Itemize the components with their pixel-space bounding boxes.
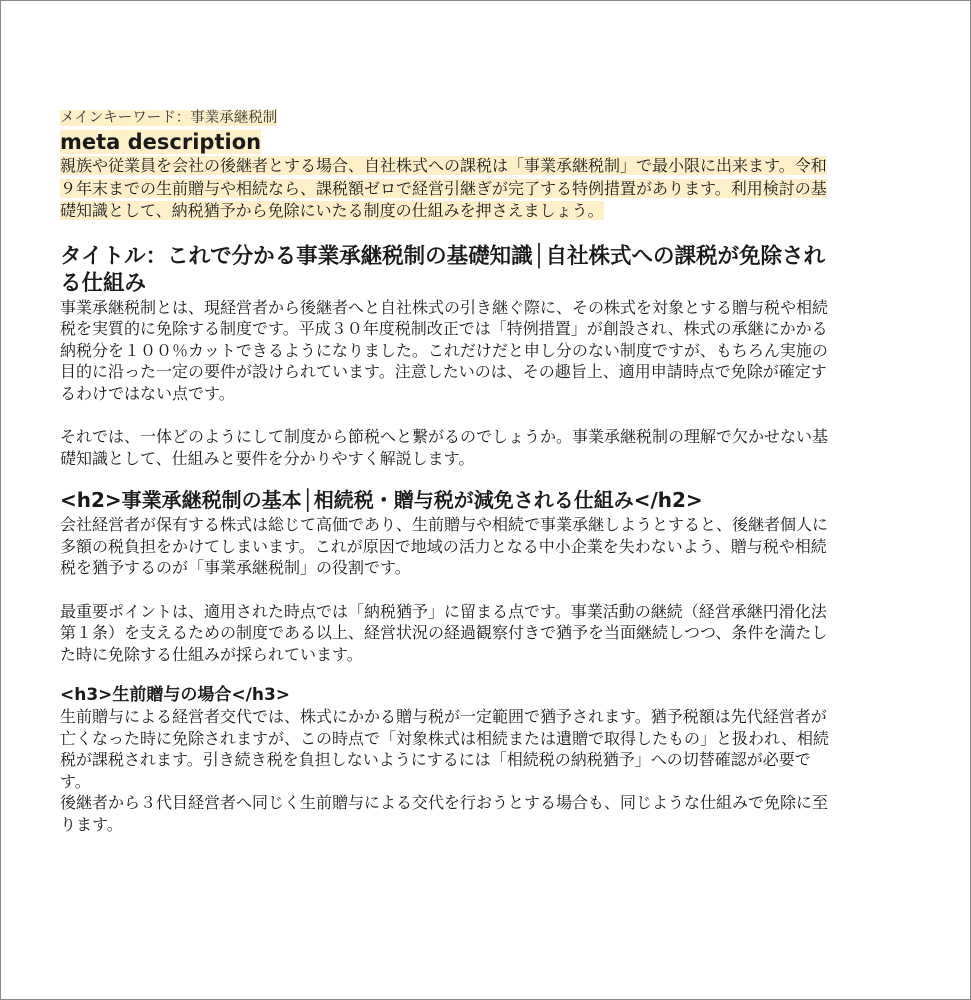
article-title: タイトル：これで分かる事業承継税制の基礎知識│自社株式への課税が免除される仕組み: [60, 243, 826, 296]
meta-description-heading: [60, 129, 830, 155]
paragraph-gap: [60, 404, 830, 426]
h2-heading: <h2>事業承継税制の基本│相続税・贈与税が減免される仕組み</h2>: [60, 488, 703, 512]
h3-heading: <h3>生前贈与の場合</h3>: [60, 685, 291, 705]
h3-paragraph-1: 生前贈与による経営者交代では、株式にかかる贈与税が一定範囲で猶予されます。猶予税額は先代経営者が亡くなった時に免除されますが、この時点で「対象株式は相続または遺贈で取得したもの」と扱われ、相続税が課税されます。引き続き税を負担しないようにするには「相続税の納税猶予」への切替確認が必要です。: [60, 707, 829, 791]
h2-paragraph-2: 最重要ポイントは、適用された時点では「納税猶予」に留まる点です。事業活動の継続（経営承継円滑化法第１条）を支えるための制度である以上、経営状況の経過観察付きで猶予を当面継続しつつ、条件を満たした時に免除する仕組みが採られています。: [60, 601, 828, 664]
document-content: [60, 107, 830, 835]
intro-paragraph-2: それでは、一体どのようにして制度から節税へと繋がるのでしょうか。事業承継税制の理解で欠かせない基礎知識として、仕組みと要件を分かりやすく解説します。: [60, 427, 829, 468]
meta-description-heading-text: meta description: [60, 130, 262, 154]
intro-paragraph-1: 事業承継税制とは、現経営者から後継者へと自社株式の引き継ぐ際に、その株式を対象とする贈与税や相続税を実質的に免除する制度です。平成３０年度税制改正では「特例措置」が創設され、株式の承継にかかる納税分を１００％カットできるようになりました。これだけだと申し分のない制度ですが、もちろん実施の目的に沿った一定の要件が設けられています。注意したいのは、その趣旨上、適用申請時点で免除が確定するわけではない点です。: [60, 297, 829, 403]
meta-description-text: [60, 155, 830, 223]
paragraph-gap: [60, 579, 830, 601]
h3-paragraph-2: 後継者から３代目経営者へ同じく生前贈与による交代を行おうとする場合も、同じような仕組みで免除に至ります。: [60, 793, 829, 834]
meta-description-highlight: 親族や従業員を会社の後継者とする場合、自社株式への課税は「事業承継税制」で最小限に出来ます。令和９年末までの生前贈与や相続なら、課税額ゼロで経営引継ぎが完了する特例措置があります。利用検討の基礎知識として、納税猶予から免除にいたる制度の仕組みを押さえましょう。: [60, 156, 827, 220]
main-keyword-text: メインキーワード：事業承継税制: [60, 110, 278, 126]
h2-paragraph-1: 会社経営者が保有する株式は総じて高価であり、生前贈与や相続で事業承継しようとすると、後継者個人に多額の税負担をかけてしまいます。これが原因で地域の活力となる中小企業を失わないよう、贈与税や相続税を猶予するのが「事業承継税制」の役割です。: [60, 515, 829, 577]
main-keyword-line: [60, 107, 830, 129]
